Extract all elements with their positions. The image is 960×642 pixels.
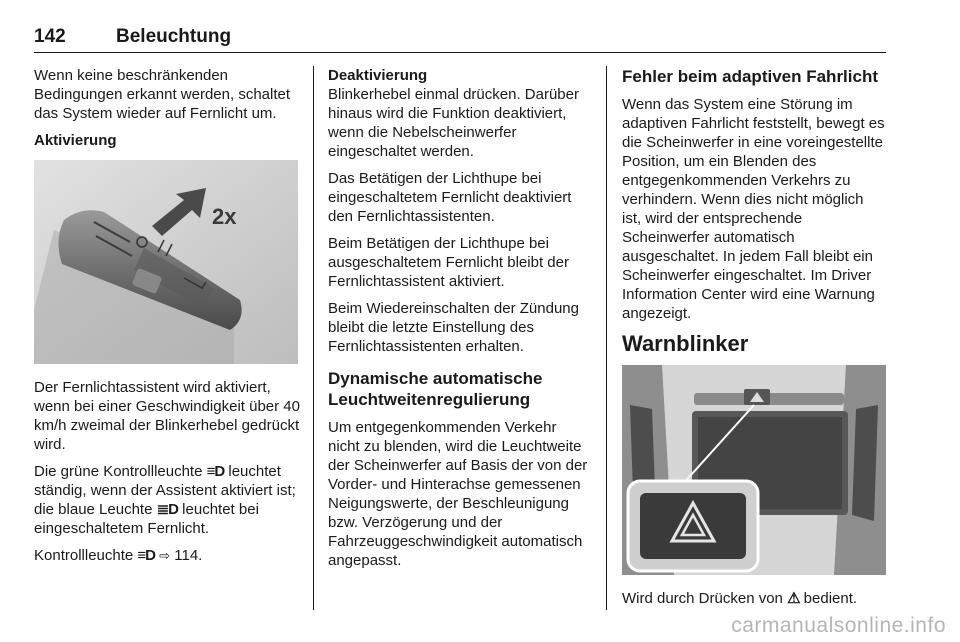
high-beam-assist-icon: ≡D (206, 463, 225, 480)
intro-paragraph: Wenn keine beschränkenden Bedingungen erkannt werden, schaltet das System wieder auf Fernlicht um. (34, 67, 291, 122)
column-left (34, 66, 300, 573)
turn-signal-lever-illustration (34, 160, 298, 364)
page-reference-link[interactable]: 114. (174, 547, 203, 564)
warnblinker-heading: Warnblinker (622, 331, 749, 356)
control-light-reference: Kontrollleuchte ≡D ⇨ 114. (34, 547, 203, 564)
column-right (622, 66, 886, 616)
high-beam-assist-icon: ≡D (137, 547, 155, 564)
deactivation-paragraph: Blinkerhebel einmal drücken. Darüber hinaus wird die Funktion deaktiviert, wenn die Nebelscheinwerfer eingeschaltet werden. (328, 86, 579, 160)
high-beam-icon: ≣D (156, 501, 179, 518)
aktivierung-heading: Aktivierung (34, 132, 117, 149)
page-number: 142 (34, 26, 66, 47)
flasher-on-paragraph: Das Betätigen der Lichthupe bei eingeschaltetem Fernlicht deaktiviert den Fernlichtassistenten. (328, 170, 572, 225)
afl-error-heading: Fehler beim adaptiven Fahrlicht (622, 67, 879, 86)
activation-paragraph: Der Fernlichtassistent wird aktiviert, wenn bei einer Geschwindigkeit über 40 km/h zweimal der Blinkerhebel gedrückt wird. (34, 379, 300, 453)
deaktivierung-heading: Deaktivierung (328, 67, 428, 84)
page-header (34, 26, 886, 53)
watermark: carmanualsonline.info (731, 614, 946, 637)
hazard-switch-illustration (622, 365, 886, 575)
press-twice-label: 2x (212, 204, 237, 229)
hazard-usage-paragraph: Wird durch Drücken von ⚠ bedient. (622, 590, 858, 607)
indicator-paragraph: Die grüne Kontrollleuchte ≡D leuchtet ständig, wenn der Assistent aktiviert ist; die blaue Leuchte ≣D leuchtet bei eingeschaltetem Fernlicht. (34, 463, 296, 537)
page-ref-arrow-icon: ⇨ (159, 548, 171, 563)
hazard-warning-icon: ⚠ (787, 590, 800, 607)
dynamic-leveling-paragraph: Um entgegenkommenden Verkehr nicht zu blenden, wird die Leuchtweite der Scheinwerfer auf Basis der von der Vorder- und Hinterachse gemessenen Neigungswerte, der Beschleunigung bzw. Verzögerung und der Fahrzeuggeschwindigkeit automatisch angepasst. (328, 419, 588, 569)
chapter-title: Beleuchtung (116, 26, 232, 47)
column-middle (328, 66, 592, 578)
column-divider (313, 66, 314, 610)
flasher-off-paragraph: Beim Betätigen der Lichthupe bei ausgeschaltetem Fernlicht bleibt der Fernlichtassistent aktiviert. (328, 235, 569, 290)
ignition-paragraph: Beim Wiedereinschalten der Zündung bleibt die letzte Einstellung des Fernlichtassistenten erhalten. (328, 300, 579, 355)
column-divider (606, 66, 607, 610)
afl-error-paragraph: Wenn das System eine Störung im adaptiven Fahrlicht feststellt, bewegt es die Scheinwerfer in eine voreingestellte Position, um ein Blenden des entgegenkommenden Verkehrs zu verhindern. Wenn dies nicht möglich ist, wird der entsprechende Scheinwerfer automatisch ausgeschaltet. In jedem Fall bleibt ein Scheinwerfer eingeschaltet. Im Driver Information Center wird eine Warnung angezeigt. (622, 96, 885, 322)
dynamic-leveling-heading: Dynamische automatische Leuchtweitenregulierung (328, 369, 543, 409)
